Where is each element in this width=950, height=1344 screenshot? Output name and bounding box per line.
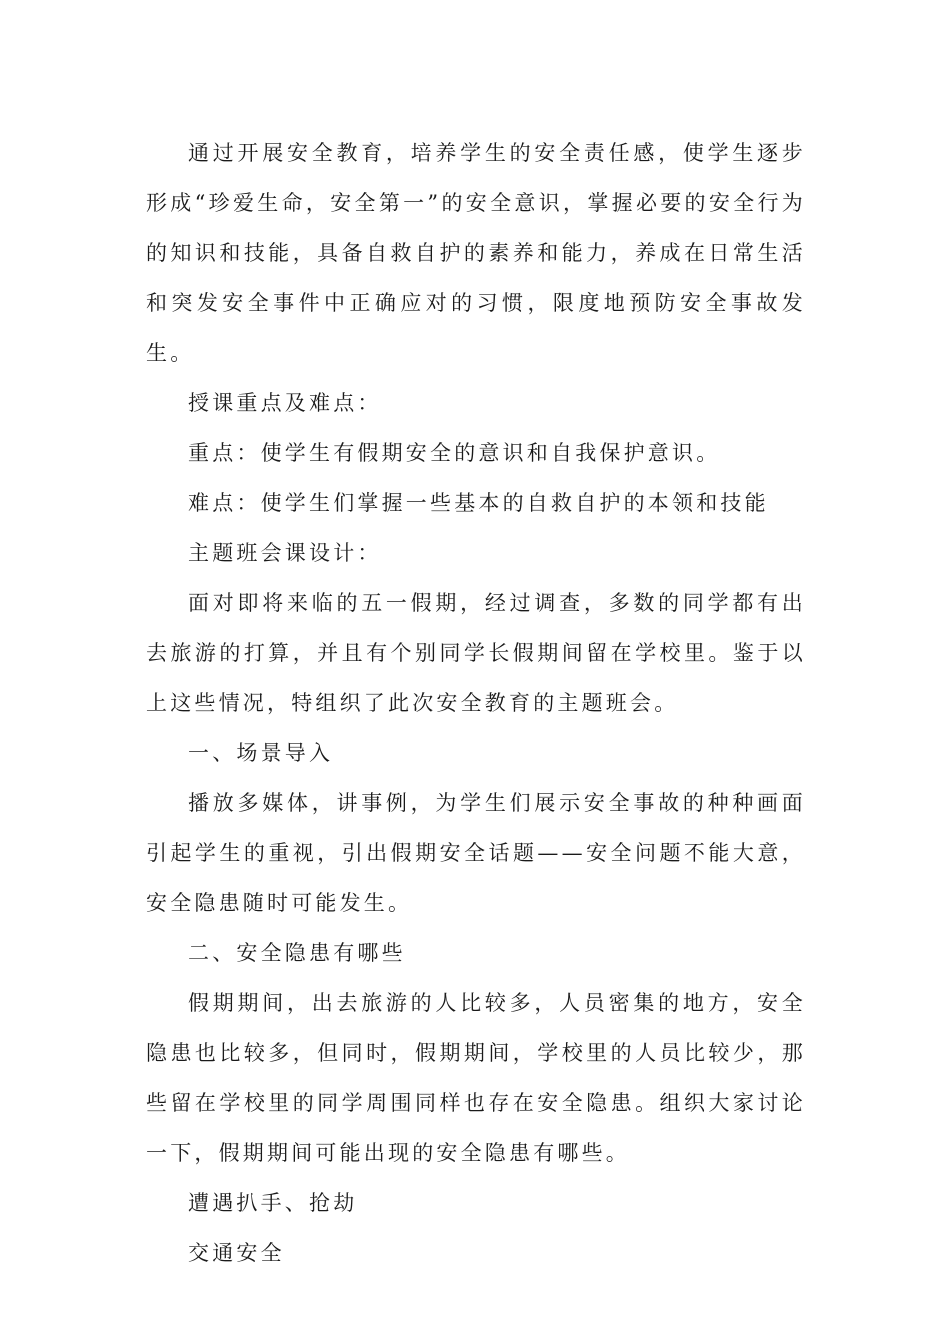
paragraph-key-point: 重点：使学生有假期安全的意识和自我保护意识。 <box>188 441 721 465</box>
heading-class-design: 主题班会课设计： <box>188 541 382 565</box>
list-item-traffic: 交通安全 <box>188 1241 285 1265</box>
paragraph-section-2: 假期期间，出去旅游的人比较多，人员密集的地方，安全隐患也比较多，但同时，假期期间，学校里的人员比较少，那些留在学校里的同学周围同样也存在安全隐患。组织大家讨论一下，假期期间可能出现的安全隐患有哪些。 <box>146 991 806 1165</box>
paragraph-section-1: 播放多媒体，讲事例，为学生们展示安全事故的种种画面引起学生的重视，引出假期安全话题——安全问题不能大意，安全隐患随时可能发生。 <box>146 791 806 915</box>
heading-section-1: 一、场景导入 <box>188 741 334 765</box>
paragraph-background: 面对即将来临的五一假期，经过调查，多数的同学都有出去旅游的打算，并且有个别同学长假期间留在学校里。鉴于以上这些情况，特组织了此次安全教育的主题班会。 <box>146 591 806 715</box>
list-item-theft: 遭遇扒手、抢劫 <box>188 1191 358 1215</box>
heading-section-2: 二、安全隐患有哪些 <box>188 941 406 965</box>
document-body <box>146 128 806 1278</box>
paragraph-difficulty: 难点：使学生们掌握一些基本的自救自护的本领和技能 <box>188 491 769 515</box>
heading-key-points: 授课重点及难点： <box>188 391 382 415</box>
paragraph-objective: 通过开展安全教育，培养学生的安全责任感，使学生逐步形成“珍爱生命，安全第一”的安全意识，掌握必要的安全行为的知识和技能，具备自救自护的素养和能力，养成在日常生活和突发安全事件中正确应对的习惯，限度地预防安全事故发生。 <box>146 141 806 365</box>
